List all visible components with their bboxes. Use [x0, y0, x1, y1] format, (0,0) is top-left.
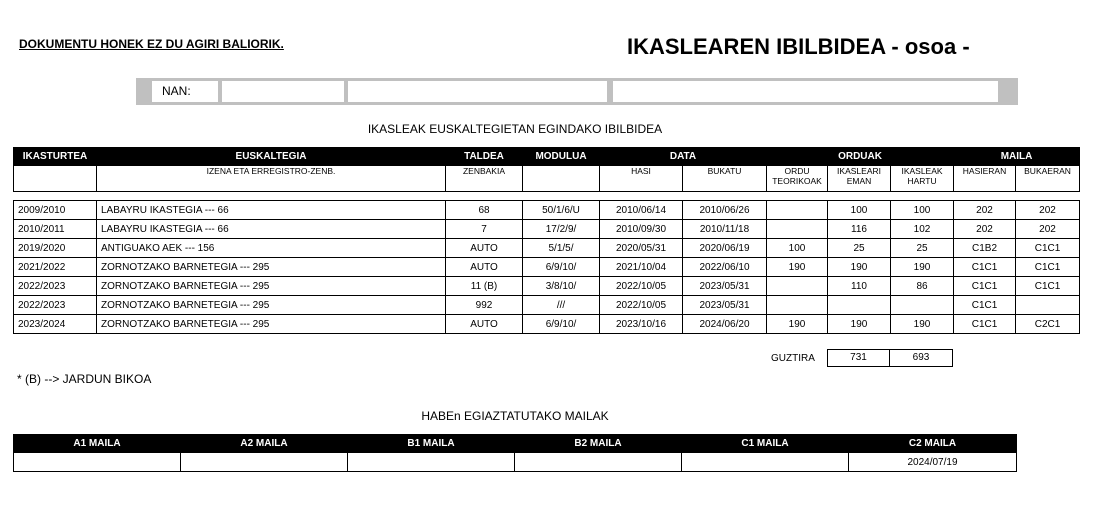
cell-ikasturtea: 2022/2023	[14, 277, 97, 296]
cell-ikasleari-eman: 25	[828, 239, 891, 258]
haben-value-a2	[181, 453, 348, 472]
totals-label: GUZTIRA	[771, 353, 815, 364]
cell-modulua: 3/8/10/	[523, 277, 600, 296]
cell-ikasturtea: 2010/2011	[14, 220, 97, 239]
subheader-izena: IZENA ETA ERREGISTRO-ZENB.	[97, 166, 446, 192]
cell-hasi: 2010/09/30	[600, 220, 683, 239]
subheader-hartu-line1: IKASLEAK	[901, 166, 943, 176]
cell-modulua: 6/9/10/	[523, 315, 600, 334]
cell-hasi: 2023/10/16	[600, 315, 683, 334]
cell-maila-bukaeran	[1016, 296, 1080, 315]
cell-euskaltegia: LABAYRU IKASTEGIA --- 66	[97, 220, 446, 239]
cell-modulua: 50/1/6/U	[523, 201, 600, 220]
cell-ordu-teorikoak: 190	[767, 315, 828, 334]
cell-ordu-teorikoak: 190	[767, 258, 828, 277]
cell-taldea: 992	[446, 296, 523, 315]
cell-ikasleari-eman: 100	[828, 201, 891, 220]
haben-header-c2: C2 MAILA	[849, 435, 1017, 453]
header-orduak: ORDUAK	[767, 148, 954, 166]
cell-maila-hasieran: C1C1	[954, 296, 1016, 315]
table-row	[14, 239, 1080, 258]
footnote: * (B) --> JARDUN BIKOA	[17, 372, 152, 386]
cell-ikasturtea: 2023/2024	[14, 315, 97, 334]
name-field	[348, 81, 607, 102]
cell-bukatu: 2022/06/10	[683, 258, 767, 277]
surname-field	[613, 81, 998, 102]
cell-bukatu: 2010/06/26	[683, 201, 767, 220]
journey-title: IKASLEAK EUSKALTEGIETAN EGINDAKO IBILBIDEA	[367, 122, 663, 136]
page-title-main: IKASLEAREN IBILBIDEA	[627, 34, 886, 59]
cell-maila-bukaeran: C2C1	[1016, 315, 1080, 334]
page-title-suffix: - osoa -	[885, 34, 970, 59]
cell-maila-bukaeran: 202	[1016, 201, 1080, 220]
cell-taldea: AUTO	[446, 239, 523, 258]
cell-bukatu: 2023/05/31	[683, 296, 767, 315]
cell-ordu-teorikoak: 100	[767, 239, 828, 258]
header-data: DATA	[600, 148, 767, 166]
subheader-empty	[14, 166, 97, 192]
cell-bukatu: 2023/05/31	[683, 277, 767, 296]
subheader-eman-line2: EMAN	[846, 176, 872, 186]
cell-ikasleari-eman: 116	[828, 220, 891, 239]
haben-value-row	[14, 453, 1017, 472]
cell-ikasleak-hartu: 86	[891, 277, 954, 296]
table-row	[14, 201, 1080, 220]
cell-ikasturtea: 2019/2020	[14, 239, 97, 258]
cell-ikasleak-hartu: 190	[891, 315, 954, 334]
journey-header-row	[14, 148, 1080, 166]
page-title	[627, 34, 970, 60]
cell-modulua: 17/2/9/	[523, 220, 600, 239]
cell-bukatu: 2024/06/20	[683, 315, 767, 334]
cell-maila-hasieran: C1C1	[954, 277, 1016, 296]
cell-bukatu: 2010/11/18	[683, 220, 767, 239]
haben-value-a1	[14, 453, 181, 472]
header-modulua: MODULUA	[523, 148, 600, 166]
cell-ikasleak-hartu: 100	[891, 201, 954, 220]
cell-ikasturtea: 2009/2010	[14, 201, 97, 220]
subheader-modulua-empty	[523, 166, 600, 192]
subheader-hasieran: HASIERAN	[954, 166, 1016, 192]
haben-table	[13, 434, 1017, 472]
cell-ordu-teorikoak	[767, 296, 828, 315]
cell-maila-bukaeran: 202	[1016, 220, 1080, 239]
cell-hasi: 2010/06/14	[600, 201, 683, 220]
header-taldea: TALDEA	[446, 148, 523, 166]
subheader-bukaeran: BUKAERAN	[1016, 166, 1080, 192]
totals-eman: 731	[827, 349, 890, 367]
cell-modulua: 6/9/10/	[523, 258, 600, 277]
cell-hasi: 2022/10/05	[600, 277, 683, 296]
haben-header-row	[14, 435, 1017, 453]
subheader-ordu-line1: ORDU	[784, 166, 810, 176]
nan-bar	[136, 78, 1018, 105]
cell-hasi: 2021/10/04	[600, 258, 683, 277]
cell-ikasleari-eman: 190	[828, 315, 891, 334]
table-row	[14, 296, 1080, 315]
journey-subheader-row	[14, 166, 1080, 192]
haben-value-c1	[682, 453, 849, 472]
header-maila: MAILA	[954, 148, 1080, 166]
cell-ikasleak-hartu: 25	[891, 239, 954, 258]
cell-maila-bukaeran: C1C1	[1016, 277, 1080, 296]
cell-maila-hasieran: C1C1	[954, 315, 1016, 334]
cell-ordu-teorikoak	[767, 201, 828, 220]
subheader-hartu-line2: HARTU	[907, 176, 937, 186]
cell-ikasleari-eman	[828, 296, 891, 315]
cell-ordu-teorikoak	[767, 277, 828, 296]
haben-header-b2: B2 MAILA	[515, 435, 682, 453]
cell-euskaltegia: ZORNOTZAKO BARNETEGIA --- 295	[97, 277, 446, 296]
cell-euskaltegia: ZORNOTZAKO BARNETEGIA --- 295	[97, 296, 446, 315]
journey-table	[13, 147, 1080, 334]
cell-ikasturtea: 2022/2023	[14, 296, 97, 315]
header-ikasturtea: IKASTURTEA	[14, 148, 97, 166]
cell-euskaltegia: LABAYRU IKASTEGIA --- 66	[97, 201, 446, 220]
subheader-ikasleak-hartu	[891, 166, 954, 192]
cell-maila-hasieran: 202	[954, 201, 1016, 220]
cell-hasi: 2020/05/31	[600, 239, 683, 258]
journey-body	[14, 201, 1080, 334]
disclaimer-text: DOKUMENTU HONEK EZ DU AGIRI BALIORIK.	[19, 37, 284, 51]
cell-maila-hasieran: C1B2	[954, 239, 1016, 258]
cell-modulua: ///	[523, 296, 600, 315]
subheader-hasi: HASI	[600, 166, 683, 192]
cell-taldea: AUTO	[446, 315, 523, 334]
table-row	[14, 220, 1080, 239]
cell-bukatu: 2020/06/19	[683, 239, 767, 258]
table-row	[14, 315, 1080, 334]
haben-title: HABEn EGIAZTATUTAKO MAILAK	[421, 409, 609, 423]
nan-label: NAN:	[152, 81, 218, 102]
cell-ikasleak-hartu: 190	[891, 258, 954, 277]
cell-maila-bukaeran: C1C1	[1016, 258, 1080, 277]
cell-ikasleak-hartu	[891, 296, 954, 315]
cell-taldea: 68	[446, 201, 523, 220]
cell-ikasleari-eman: 190	[828, 258, 891, 277]
cell-maila-hasieran: C1C1	[954, 258, 1016, 277]
subheader-ordu-line2: TEORIKOAK	[772, 176, 822, 186]
cell-ikasleak-hartu: 102	[891, 220, 954, 239]
subheader-zenbakia: ZENBAKIA	[446, 166, 523, 192]
cell-ikasleari-eman: 110	[828, 277, 891, 296]
nan-number-field	[222, 81, 344, 102]
cell-maila-bukaeran: C1C1	[1016, 239, 1080, 258]
cell-taldea: AUTO	[446, 258, 523, 277]
haben-value-b1	[348, 453, 515, 472]
subheader-eman-line1: IKASLEARI	[837, 166, 881, 176]
cell-maila-hasieran: 202	[954, 220, 1016, 239]
subheader-bukatu: BUKATU	[683, 166, 767, 192]
cell-taldea: 11 (B)	[446, 277, 523, 296]
cell-hasi: 2022/10/05	[600, 296, 683, 315]
haben-value-b2	[515, 453, 682, 472]
haben-header-a1: A1 MAILA	[14, 435, 181, 453]
subheader-ordu-teorikoak	[767, 166, 828, 192]
cell-euskaltegia: ANTIGUAKO AEK --- 156	[97, 239, 446, 258]
haben-header-a2: A2 MAILA	[181, 435, 348, 453]
header-euskaltegia: EUSKALTEGIA	[97, 148, 446, 166]
subheader-ikasleari-eman	[828, 166, 891, 192]
haben-header-b1: B1 MAILA	[348, 435, 515, 453]
cell-modulua: 5/1/5/	[523, 239, 600, 258]
cell-ordu-teorikoak	[767, 220, 828, 239]
cell-euskaltegia: ZORNOTZAKO BARNETEGIA --- 295	[97, 258, 446, 277]
spacer-row	[14, 192, 1080, 201]
cell-taldea: 7	[446, 220, 523, 239]
haben-value-c2: 2024/07/19	[849, 453, 1017, 472]
haben-header-c1: C1 MAILA	[682, 435, 849, 453]
totals-hartu: 693	[889, 349, 953, 367]
spacer-cell	[14, 192, 1080, 201]
table-row	[14, 277, 1080, 296]
cell-ikasturtea: 2021/2022	[14, 258, 97, 277]
table-row	[14, 258, 1080, 277]
cell-euskaltegia: ZORNOTZAKO BARNETEGIA --- 295	[97, 315, 446, 334]
